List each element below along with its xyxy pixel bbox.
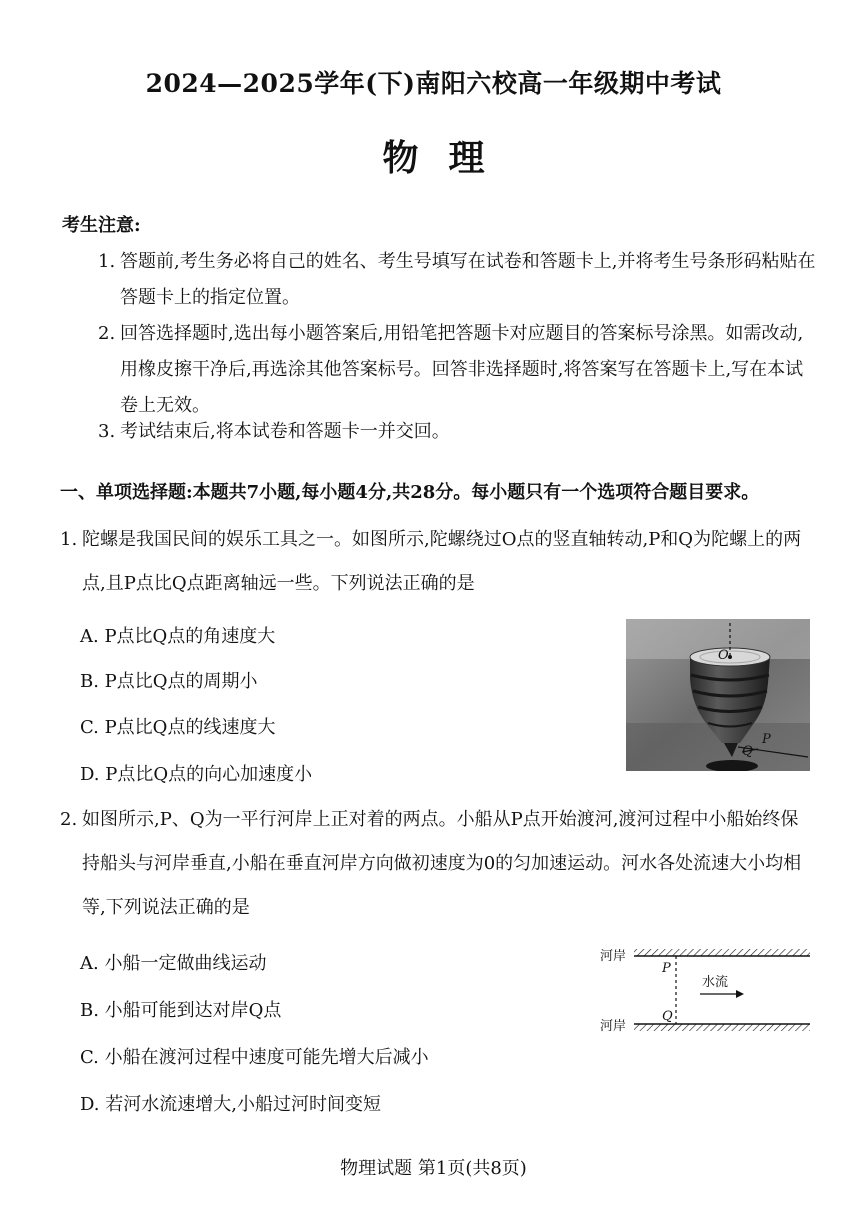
question-text: 陀螺是我国民间的娱乐工具之一。如图所示,陀螺绕过O点的竖直轴转动,P和Q为陀螺上的两点,且P点比Q点距离轴远一些。下列说法正确的是	[82, 529, 802, 594]
figure-label-q: Q	[742, 744, 753, 759]
figure-label-o: O	[718, 648, 729, 663]
question-1-stem	[60, 518, 812, 606]
notice-item-number: 2.	[98, 323, 116, 344]
notice-item-text: 答题前,考生务必将自己的姓名、考生号填写在试卷和答题卡上,并将考生号条形码粘贴在答题卡上的指定位置。	[120, 251, 816, 308]
exam-title: 2024—2025学年(下)南阳六校高一年级期中考试	[145, 69, 722, 98]
page-footer: 物理试题 第1页(共8页)	[340, 1158, 527, 1179]
question-number: 2.	[60, 809, 78, 830]
subject-title: 物理	[382, 137, 515, 179]
question-1-option-a: A. P点比Q点的角速度大	[80, 626, 276, 647]
figure-label-q: Q	[662, 1009, 673, 1024]
spinning-top-photo	[626, 619, 810, 771]
question-1-option-d: D. P点比Q点的向心加速度小	[80, 764, 313, 785]
figure-label-p: P	[662, 961, 671, 976]
question-2-option-a: A. 小船一定做曲线运动	[80, 953, 267, 974]
question-2-option-d: D. 若河水流速增大,小船过河时间变短	[80, 1094, 381, 1115]
water-flow-label: 水流	[702, 975, 729, 990]
top-bank-label: 河岸	[600, 949, 627, 964]
question-2-option-b: B. 小船可能到达对岸Q点	[80, 1000, 282, 1021]
figure-label-p: P	[762, 732, 771, 747]
notice-item-1	[98, 244, 818, 316]
spinning-top-figure	[626, 619, 810, 771]
bottom-bank-label: 河岸	[600, 1019, 627, 1034]
notice-item-number: 3.	[98, 421, 116, 442]
question-2-stem	[60, 798, 812, 930]
notice-item-2	[98, 316, 818, 424]
question-1-option-c: C. P点比Q点的线速度大	[80, 717, 276, 738]
question-1-option-b: B. P点比Q点的周期小	[80, 671, 258, 692]
section-heading: 一、单项选择题:本题共7小题,每小题4分,共28分。每小题只有一个选项符合题目要求。	[60, 482, 760, 503]
river-diagram	[596, 940, 816, 1036]
notice-heading: 考生注意:	[62, 215, 141, 236]
notice-item-3	[98, 414, 818, 450]
question-2-option-c: C. 小船在渡河过程中速度可能先增大后减小	[80, 1047, 429, 1068]
question-number: 1.	[60, 529, 78, 550]
river-figure	[596, 940, 816, 1036]
question-text: 如图所示,P、Q为一平行河岸上正对着的两点。小船从P点开始渡河,渡河过程中小船始终保持船头与河岸垂直,小船在垂直河岸方向做初速度为0的匀加速运动。河水各处流速大小均相等,下列说法正确的是	[82, 809, 802, 918]
notice-item-text: 回答选择题时,选出每小题答案后,用铅笔把答题卡对应题目的答案标号涂黑。如需改动,用橡皮擦干净后,再选涂其他答案标号。回答非选择题时,将答案写在答题卡上,写在本试卷上无效。	[120, 323, 804, 416]
notice-item-text: 考试结束后,将本试卷和答题卡一并交回。	[120, 421, 450, 442]
notice-item-number: 1.	[98, 251, 116, 272]
